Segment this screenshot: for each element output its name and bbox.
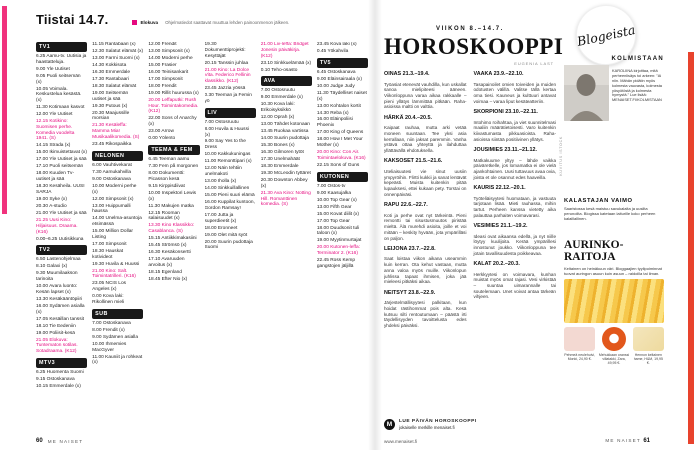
horoscope-entry: [384, 115, 467, 154]
listing-line: 17.10 Avaruuden arvoitus (x): [148, 257, 185, 268]
listing-line: 15.00 Pieni suuri elämä: [204, 192, 255, 198]
listing-line: 0.00–6.25 Uutisikkuna: [36, 236, 84, 242]
listing-line: 17.00 Jutta ja superdieetit (x): [204, 212, 237, 224]
listing-line: 20.15 Tanssin juhlaa: [204, 60, 249, 66]
movie-legend: [132, 20, 289, 27]
horoscope-text: Ideasi ovat aikaansa edellä, ja nyt niille löytyy kuulijoita. Kerää ympärillesi innostunut joukko. Viikonloppuna tee jotain tavallisuudesta poikkeavaa.: [473, 233, 556, 256]
horoscope-entry: [384, 246, 467, 285]
listing-line: 14.00 Moderni perhe: [148, 55, 193, 61]
listing-line: 17.00 Simpsonit: [92, 241, 127, 247]
yellow-fabric-image: [564, 279, 664, 323]
horoscope-text: Kaipaat rauhaa, mutta arki vetää moneen suuntaan. Tee yksi asia kerrallaan, niin jaksat paremmin. Vanha ystävä ottaa yhteyttä ja ilahduttaa yllättävällä ehdotuksella.: [384, 125, 467, 154]
horoscope-text: Uteliaisuutesi vie sinut uusiin ympyröihin. Flirtti kukkii ja sanat lentävät kepeästi. Muista kuitenkin pitää lupauksesi, ettei kukaan pety. Torstai on onnenpäiväsi.: [384, 169, 467, 197]
listing-line: 16.30 Kesäkonsertti: [148, 250, 191, 256]
listing-line: 12.00 Näin tehtiin unelmakoti: [204, 166, 242, 178]
listing-line: 15.00 Frasier: [148, 62, 177, 68]
listing-line: 9.15 Kirppisdiivat: [148, 183, 185, 189]
listing-line: 19.00 Olet mitä syöt: [204, 232, 248, 238]
listing-line: 0.45 Yökahvila: [316, 48, 349, 54]
zodiac-sign-name: RAPU 22.6.–22.7.: [384, 202, 428, 209]
tv-column: [317, 42, 368, 430]
listing-line: 13.00 Huippumalli haussa: [92, 203, 131, 215]
page-title: Tiistai 14.7.: [36, 12, 109, 27]
listing-line: 0.10 Teho-osasto: [260, 67, 298, 73]
horoscope-text: Työasiat etenevät vauhdilla, kun uskallat sanoa mielipiteesi ääneen. Viikonloppuna varaa aikaa rakkaalle – pieni yllätys lämmittää pitkään. Raha-asioissa maltti on valttia.: [384, 81, 467, 110]
channel-header: KUTONEN: [317, 172, 368, 182]
channel-header: TV5: [317, 58, 368, 68]
listing-line: 7.30 Fem på morgonen: [148, 164, 199, 169]
listing-line: 20.30 Maajussille morsian: [92, 110, 130, 122]
horoscope-entry: [384, 71, 467, 110]
tv-column: [148, 42, 199, 430]
listing-line: 22.15 Sons of Guns: [316, 162, 360, 168]
listing-line: 16.30 Gilmoren tytöt: [260, 150, 304, 156]
listing-line: 15.15 Antiikkimakasiini: [148, 236, 197, 242]
listing-line: 14.00 Suurin pudottaja: [260, 136, 309, 142]
channel-header: NELONEN: [92, 151, 143, 161]
listing-line: 17.00 Simpsonit: [148, 76, 183, 82]
listing-line: 14.30 Kokkisota: [92, 62, 127, 68]
listing-line: 0.00 Yölento: [148, 136, 176, 142]
listing-line: 15.30 Bones (x): [260, 143, 295, 149]
listing-line: 19.00 Rillit huurussa (x): [148, 90, 199, 96]
listing-line: 12.00 Oprah (x): [260, 115, 295, 121]
horoscope-text: Työteliäisyytesi huomataan, ja vastuuta tarjotaan lisää. Mieti rauhassa, mihin tartut. Perheen kanssa vietetty aika palauttaa parhaiten voimavarasi.: [473, 195, 556, 218]
horoscope-text: Järjestelmällisyytesi palkitaan, kun hoidat rästihommat pois alta. Kesä kutsuu silti rentoutumaan – päästä irti täydellisyyden tavoittelusta edes yhdeksi päiväksi.: [384, 300, 467, 328]
listing-line: 23.10 Sinkkuelämää (x): [260, 60, 312, 66]
listing-line: 23.45 Rikospaikka: [92, 142, 132, 148]
listing-line: 0.30 Teeman ja Femin yö: [204, 93, 252, 104]
listing-line: 9.00 Eläinsairaala (x): [316, 76, 362, 82]
zodiac-sign-name: LEIJONA 23.7.–22.8.: [384, 245, 436, 252]
listing-line: 23.45 Kova laki (x): [316, 42, 357, 47]
blog-section-aurinko-raitoja[interactable]: [564, 240, 664, 365]
listing-line: 11.30 Makujen matka: [148, 203, 194, 209]
listing-line: 9.00 Sydämen asialla: [92, 334, 139, 340]
horoscope-text: Intohimo roihahtaa, ja viet suunnitelmasi maaliin määrätietoisesti. Varo kuitenkin kiivastumasta pikkuasioista. Raha-asioissa siintää positiivinen yllätys.: [473, 119, 556, 142]
listing-line: 0.00 Kova laki: Rikollinen mieli: [92, 294, 125, 305]
blogger-portrait-photo: [564, 65, 609, 121]
illustration-credit: KUVITUS ISTOCK: [559, 136, 563, 176]
horoscope-entry: [474, 261, 557, 300]
listing-line: 20.30 Downton Abbey (x): [260, 177, 308, 189]
listing-line: 10.30 Kova laki: Erikoisyksikkö: [260, 102, 295, 114]
listing-line: 18.15 Egenland: [148, 269, 182, 275]
listing-line: 17.05 Kesäillan tanssit: [36, 316, 84, 322]
right-accent-strip: [688, 52, 694, 444]
listing-line: 7.30 Aamukahvilla: [92, 169, 132, 175]
listing-line: 13.00 Iholla (x): [204, 179, 237, 185]
zodiac-sign-name: NEITSYT 23.8.–22.9.: [384, 289, 436, 296]
listing-line: 19.30 Putous (x): [92, 103, 128, 109]
listing-line: 22.45 Ross Kemp gangstojen jäljillä: [316, 258, 355, 269]
listing-line: 7.00 Ostosruutu: [260, 88, 295, 94]
product-image-pink: [564, 327, 595, 351]
page-number-right: 61: [643, 438, 650, 444]
blog-rail: [564, 0, 664, 450]
listing-line: 18.10 Tie Eedeniin: [36, 323, 76, 329]
horoscope-entry: [474, 147, 557, 180]
listing-line: 16.30 Emmerdale: [92, 69, 131, 75]
listing-line-movie: 13.30 Kino Klassikko: Casablanca. (S): [148, 223, 195, 235]
listing-line: 21.00 Yle Uutiset ja sää: [36, 210, 87, 216]
zodiac-sign-name: OINAS 21.3.–19.4.: [384, 71, 430, 77]
listing-line: 13.00 Farmi Suomi (x): [92, 55, 140, 61]
listing-line: 14.15 Strada (x): [36, 143, 71, 149]
left-page-footer: [36, 438, 83, 444]
listing-line: 18.00 Duudsonit tuli taloon (x): [316, 225, 360, 237]
channel-header: TV2: [36, 245, 87, 255]
listing-line: 10.00 Moderni perhe (x): [92, 183, 137, 195]
horoscope-title: HOROSKOOPPI: [384, 34, 564, 59]
listing-line: 11.00 Kauniit ja rohkeat (x): [92, 354, 143, 366]
listing-line: 17.30 Rantabaari: [92, 76, 129, 82]
listing-line: 14.30 Reba (x): [316, 110, 349, 116]
listing-line: 7.00 Ostoskanava: [92, 320, 131, 326]
horoscope-entry: [474, 223, 557, 256]
listing-line: 7.00 Ostos-tv: [316, 183, 346, 189]
zodiac-sign-name: KAKSOSET 21.5.–21.6.: [384, 158, 443, 165]
magazine-name: ME NAISET: [47, 438, 84, 444]
zodiac-sign-name: SKORPIONI 23.10.–22.11.: [473, 109, 538, 115]
product-item[interactable]: [564, 327, 595, 361]
horoscope-column: [384, 71, 467, 369]
listing-line: 9.00 Emmerdale (x): [260, 95, 303, 101]
listing-line: 6.50 Lastenohjelmaa: [36, 257, 81, 263]
listing-line: 23.45 Jazzia yössä: [204, 86, 246, 92]
listing-line: 19.00 Syke (x): [36, 196, 67, 202]
listing-line: 13.00 Fifth Gear: [316, 204, 352, 210]
zodiac-sign-name: VESIMIES 21.1.–19.2.: [473, 223, 528, 229]
listing-line: 19.30 Dokumenttiprojekti: Kesyttäjät: [204, 42, 246, 59]
tv-column: [92, 42, 143, 430]
horoscope-entry: [384, 202, 467, 241]
horoscope-text: Koti ja perhe ovat nyt tärkeintä. Pieni remontti tai sisustusmuutos piristää mieltä. Älä murehdi asioita, joille et voi mitään – keskity hyvään, jota ympärilläsi on paljon.: [384, 212, 467, 241]
channel-header: TV1: [36, 42, 87, 52]
listing-line: 20.30 A-studio: [36, 203, 67, 209]
listing-line: 10.05 Voimala. Keskustelua kesästä. (x): [36, 86, 82, 104]
horoscope-text: Tasapainoilet omien toiveiden ja muiden odotusten välillä. Valitse tällä kertaa oma tiesi. Kauneus ja kulttuuri antavat voimaa – varaa liput kesäteatteriin.: [473, 81, 556, 104]
zodiac-sign-name: KAURIS 22.12.–20.1.: [473, 185, 526, 191]
movie-color-swatch: [132, 20, 137, 25]
product-caption: Pehmeä neulehuivi, Monki, 24,90 €.: [564, 352, 596, 361]
listing-line: 18.00 Frendit: [148, 83, 177, 89]
product-caption: Hennon keltainen hame, H&M, 19,95 €.: [633, 352, 663, 366]
listing-line: 18.30 Emmerdale: [260, 164, 299, 169]
listing-line: 8.00 Frendit (x): [92, 327, 125, 333]
listing-line: 11.30 Täydelliset naiset (x): [316, 90, 367, 102]
listing-line: 23.00 Arrow: [148, 129, 174, 135]
listing-line: 19.00 Myytinmurtajat: [316, 238, 362, 244]
listing-line: 16.00 Eläinpoliisi Phoenix: [316, 117, 353, 129]
tv-column: [36, 42, 87, 430]
listing-line: 13.30 Kesäkääntöpiiri: [36, 296, 83, 302]
listing-line: 9.30 Muumilaakson tarinoita: [36, 271, 78, 283]
horoscope-entry: [474, 109, 557, 142]
promo-line1: LUE PÄIVÄN HOROSKOOPPI: [399, 419, 477, 425]
listing-line: 10.00 Inspektori Lewis (x): [148, 190, 197, 202]
listing-line: 12.30 Salatut elämät (x): [92, 48, 144, 54]
listing-line: 14.00 Sinkkuillallinen: [204, 186, 250, 191]
listing-line: 19.00 Seitsemän uutiset ja sää: [92, 90, 129, 102]
horoscope-text: Herkkyytesi on voimavara, kunhan muistat myös omat rajasi. Vesi virkistää – suuntaa uimarannalle tai soutelemaan. Unet voivat antaa tärkeän vihjeen.: [473, 271, 556, 300]
product-row: [564, 327, 664, 365]
listing-line: 17.30 Unelmahäät: [260, 157, 300, 163]
listing-line: 8.00 Dokumentti: Picasson kesä: [148, 170, 185, 182]
listing-line: 6.25 Aamu-tv. Uutisia ja haastatteluja.: [36, 54, 87, 65]
blogger-caption: KAROLIINA kirjoittaa, mitä perheenlisäys toi arkeen: "Ai niin. Mähän pidätin myös kolmesta vauvasta, kolmesta yösyötöstä ja kolmesta hymystä." Lue lisää: MENAISET.FI/KOLMISTAAN: [612, 67, 662, 103]
listing-line: 6.00 Vauhtivekarat: [92, 162, 132, 168]
listing-line: 12.00 Simpsonit (x): [92, 196, 134, 202]
website-url[interactable]: www.menaiset.fi: [384, 438, 418, 444]
listing-line-movie: 20.00 Leffaputki: Rush Hour. Toimintakomedia. (K12): [148, 97, 199, 115]
listing-line: 10.00 Avara luonto: Kesän lapset (x): [36, 284, 78, 295]
zodiac-sign-name: JOUSIMIES 23.11.–21.12.: [473, 147, 538, 153]
listing-line-movie: 20.00 Kino: Con Air. Toimintaelokuva. (K16): [316, 150, 366, 161]
product-caption: Mehukkaan oranssi villatakki, Zara, 49,95 €.: [598, 352, 630, 366]
kalastajan-vaimo-text: Saaristossa kesä maistuu savukalalta ja uusilta perunoilta. Blogissa katetaan laiturille koko perheen kalaillallinen.: [564, 206, 656, 221]
promo-text: [399, 419, 529, 429]
horoscope-entry: [384, 290, 467, 329]
blog-title-kalastajan-vaimo: KALASTAJAN VAIMO: [564, 198, 633, 204]
listing-line: 11.00 Remonttipari (x): [204, 159, 252, 165]
listing-line-movie: 12.15 Kotikino: Suomisen perhe. Komedia vuodelta 1941. (S): [36, 119, 75, 142]
listing-line: 22.00 Sons of Anarchy (x): [148, 116, 197, 128]
blog-section-kolmistaan[interactable]: [564, 56, 664, 121]
left-accent-strip: [2, 6, 7, 214]
listing-line: 18.30 Hauskat kotivideot: [92, 248, 124, 260]
listing-line: 19.30 Huvila & Huussi: [92, 261, 140, 267]
zodiac-sign-name: VAAKA 23.9.–22.10.: [473, 71, 524, 77]
horoscope-text: Matkakuume yltyy – lähde vaikka päiväretkelle, jos lomamatka ei ole vielä ajankohtainen. Uusi tuttavuus avaa ovia, joista et ole osannut edes haaveilla.: [473, 157, 556, 180]
listing-line: 18.00 Kuuden Tv-uutiset ja sää: [36, 171, 75, 183]
listing-line: 9.00 Ostoskanava: [92, 176, 131, 182]
channel-header: TEEMA & FEM: [148, 145, 199, 155]
listing-line: 16.00 Sydämen asialla (x): [36, 303, 85, 315]
tv-guide-page: [30, 0, 370, 450]
tv-guide-header: [36, 12, 368, 27]
horoscope-byline: EUGENIA LAST: [514, 61, 554, 66]
listing-line: 10.00 Top Gear (x): [316, 197, 357, 203]
listing-line: 8.10 Galaxi (x): [36, 264, 68, 270]
magazine-name-right: [605, 438, 650, 444]
listing-line-movie: 21.25 Uusi Kino: Hiljaisuus. Draama. (K16): [36, 217, 78, 235]
listing-line: 10.00 Judge Judy: [316, 83, 355, 89]
channel-header: MTV3: [36, 358, 87, 368]
listing-line: 9.00 Say Yes to the Dress: [204, 139, 246, 151]
channel-header: SUB: [92, 309, 143, 319]
listing-line: 6.45 Ostoskanava: [316, 69, 356, 75]
listing-line: 12.00 Yle Uutiset: [36, 112, 73, 118]
listing-line-movie: 21.30 Kesäleffa: Mamma Mia! Musikaalikomedia. (S): [92, 123, 140, 141]
listing-line: 19.30 McLeodin tyttäret: [260, 170, 311, 176]
blog-title-aurinko-raitoja: AURINKO-RAITOJA: [564, 239, 624, 263]
listing-line: 19.00 Poliisit-kesä: [36, 330, 75, 336]
listing-line: 15.00 Million Dollar Listing: [92, 229, 133, 240]
listing-line: 13.00 Simpsonit (x): [148, 48, 190, 54]
listing-line: 12.00 Frendit: [148, 42, 177, 47]
horoscope-entry: [474, 71, 557, 104]
listing-line: 9.15 Ostoskanava: [36, 376, 75, 382]
listing-line: 13.45 Ruokaa vartissa: [260, 129, 309, 135]
tv-column: [205, 42, 256, 430]
menaiset-logo: M: [384, 419, 395, 430]
listing-line-movie: 21.00 Kino: La Dolce Vita. Federico Fellinin klassikko. (K12): [204, 67, 251, 85]
blog-title-kolmistaan: KOLMISTAAN: [611, 56, 664, 62]
channel-header: AVA: [261, 76, 312, 86]
listing-line: 17.00 Yle Uutiset ja sää: [36, 157, 87, 163]
listing-line: 11.15 Rantabaari (x): [92, 42, 136, 47]
promo-line2: jokaiselle merkille menaiset.fi: [399, 424, 455, 430]
schedule-notice: Ohjelmatiedot saattavat muuttua lehden painoonmenon jälkeen.: [165, 20, 290, 25]
listing-line: 6.25 Huomenta Suomi: [36, 369, 84, 375]
listing-line-movie: 21.00 Kino: Salt. Toimintatrilleri. (K16): [92, 268, 136, 280]
listing-line: 10.00 Ihmemies MacGyver: [92, 341, 127, 353]
horoscope-page: [380, 0, 664, 450]
listing-line: 15.00 Ikimuistettavat (x): [36, 150, 87, 156]
horoscope-section: [384, 26, 564, 430]
listing-line: 8.00 Huvila & Huussi (x): [204, 126, 250, 138]
horoscope-column: [474, 71, 557, 369]
listing-line: 10.00 Kakkukuningas: [204, 152, 251, 158]
listing-line: 18.45 Efter Nio (x): [148, 276, 188, 282]
product-item[interactable]: [633, 327, 664, 365]
right-page-footer: [384, 438, 650, 444]
channel-header: LIV: [205, 108, 256, 118]
listing-line: 9.05 Puoli seitsemän (x): [36, 73, 81, 85]
listing-line: 10.15 Emmerdale (x): [36, 383, 81, 389]
listing-line: 17.00 Top Gear: [316, 218, 350, 224]
listing-line: 13.00 Kohtalon kortit: [316, 103, 361, 109]
listing-line: 16.00 Kuppilat kuntoon, Gordon Ramsay!: [204, 199, 255, 211]
tv-column: [261, 42, 312, 430]
daily-horoscope-promo[interactable]: [384, 419, 529, 430]
horoscope-text: Saat loistaa viikon aikana useammin kuin kerran. Ota kehut vastaan, mutta anna valoa myös muille. Viikonlopun juhlissa tapaat ihmisen, joka jää mieleesi pitkäksi aikaa.: [384, 256, 467, 285]
listing-line: 7.00 Ostosruutu: [204, 119, 239, 125]
product-image-cream: [633, 327, 664, 351]
blogeista-badge-label: Blogeista: [575, 21, 637, 49]
listing-line: 11.30 Kotimaan kasvot: [36, 105, 85, 111]
product-item[interactable]: [598, 327, 629, 365]
listing-line: 18.00 Eronneet: [204, 225, 238, 231]
week-range: VIIKON 8.–14.7.: [435, 26, 505, 32]
magazine-name-label: ME NAISET: [605, 438, 641, 443]
horoscope-entry: [384, 158, 467, 197]
listing-line-movie: 21.30 Ava Kino: Notting Hill. Romanttinen komedia. (S): [260, 190, 311, 208]
listing-line: 20.00 Suurin pudottaja Suomi: [204, 239, 253, 251]
blog-section-kalastajan-vaimo[interactable]: [564, 198, 664, 221]
listing-line: 6.45 Teeman aamu: [148, 157, 190, 163]
listing-line: 18.00 How I Met Your Mother (x): [316, 137, 363, 149]
listing-line: 15.45 Strömsö (x): [148, 243, 187, 249]
listing-line-movie: 21.05 Elokuva: Tuntematon sotilas. Sotadraama. (K12): [36, 337, 78, 355]
listing-line: 14.00 Unelma-asuntoja etsimässä: [92, 216, 142, 228]
listing-line: 16.00 Teinisankarit: [148, 69, 189, 75]
tv-columns: [36, 42, 368, 430]
zodiac-sign-name: HÄRKÄ 20.4.–20.5.: [384, 114, 432, 121]
movie-legend-label: Elokuva: [140, 20, 159, 25]
horoscope-entry: [474, 185, 557, 218]
product-image-orange: [602, 327, 626, 351]
listing-line: 12.15 Rooman salaisuudet (x): [148, 210, 180, 222]
listing-line-movie: 20.00 Kutonen-leffa: Terminator 2. (K16): [316, 245, 360, 257]
listing-line: 23.05 NCIS Los Angeles (x): [92, 281, 127, 293]
listing-line: 18.30 Salatut elämät: [92, 83, 137, 89]
portrait-silhouette: [564, 65, 609, 121]
listing-line: 15.00 Kovat diilit (x): [316, 211, 359, 217]
horoscope-columns: [384, 71, 556, 369]
listing-line-movie: 21.00 Liv-leffa: Bridget Jonesin päiväkirja. (K12): [260, 42, 309, 59]
listing-line: 9.00 Yle Uutiset: [36, 66, 70, 72]
aurinko-raitoja-text: Keltainen on heinäkuun väri. Bloggaajien tyylipoiminnat tuovat auringon asuun kuin asuun – raidoilla tai ilman.: [564, 266, 662, 276]
listing-line: 17.10 Puoli seitsemän: [36, 164, 84, 170]
zodiac-sign-name: KALAT 20.2.–20.3.: [473, 261, 520, 267]
page-number: 60: [36, 438, 43, 444]
listing-line: 17.00 King of Queens: [316, 130, 364, 136]
listing-line: 13.00 Tähdet kotonaan: [260, 122, 310, 128]
listing-line: 9.00 Kaasujalka: [316, 190, 351, 196]
listing-line: 18.30 Kesäheila. UUSI SARJA: [36, 184, 85, 195]
